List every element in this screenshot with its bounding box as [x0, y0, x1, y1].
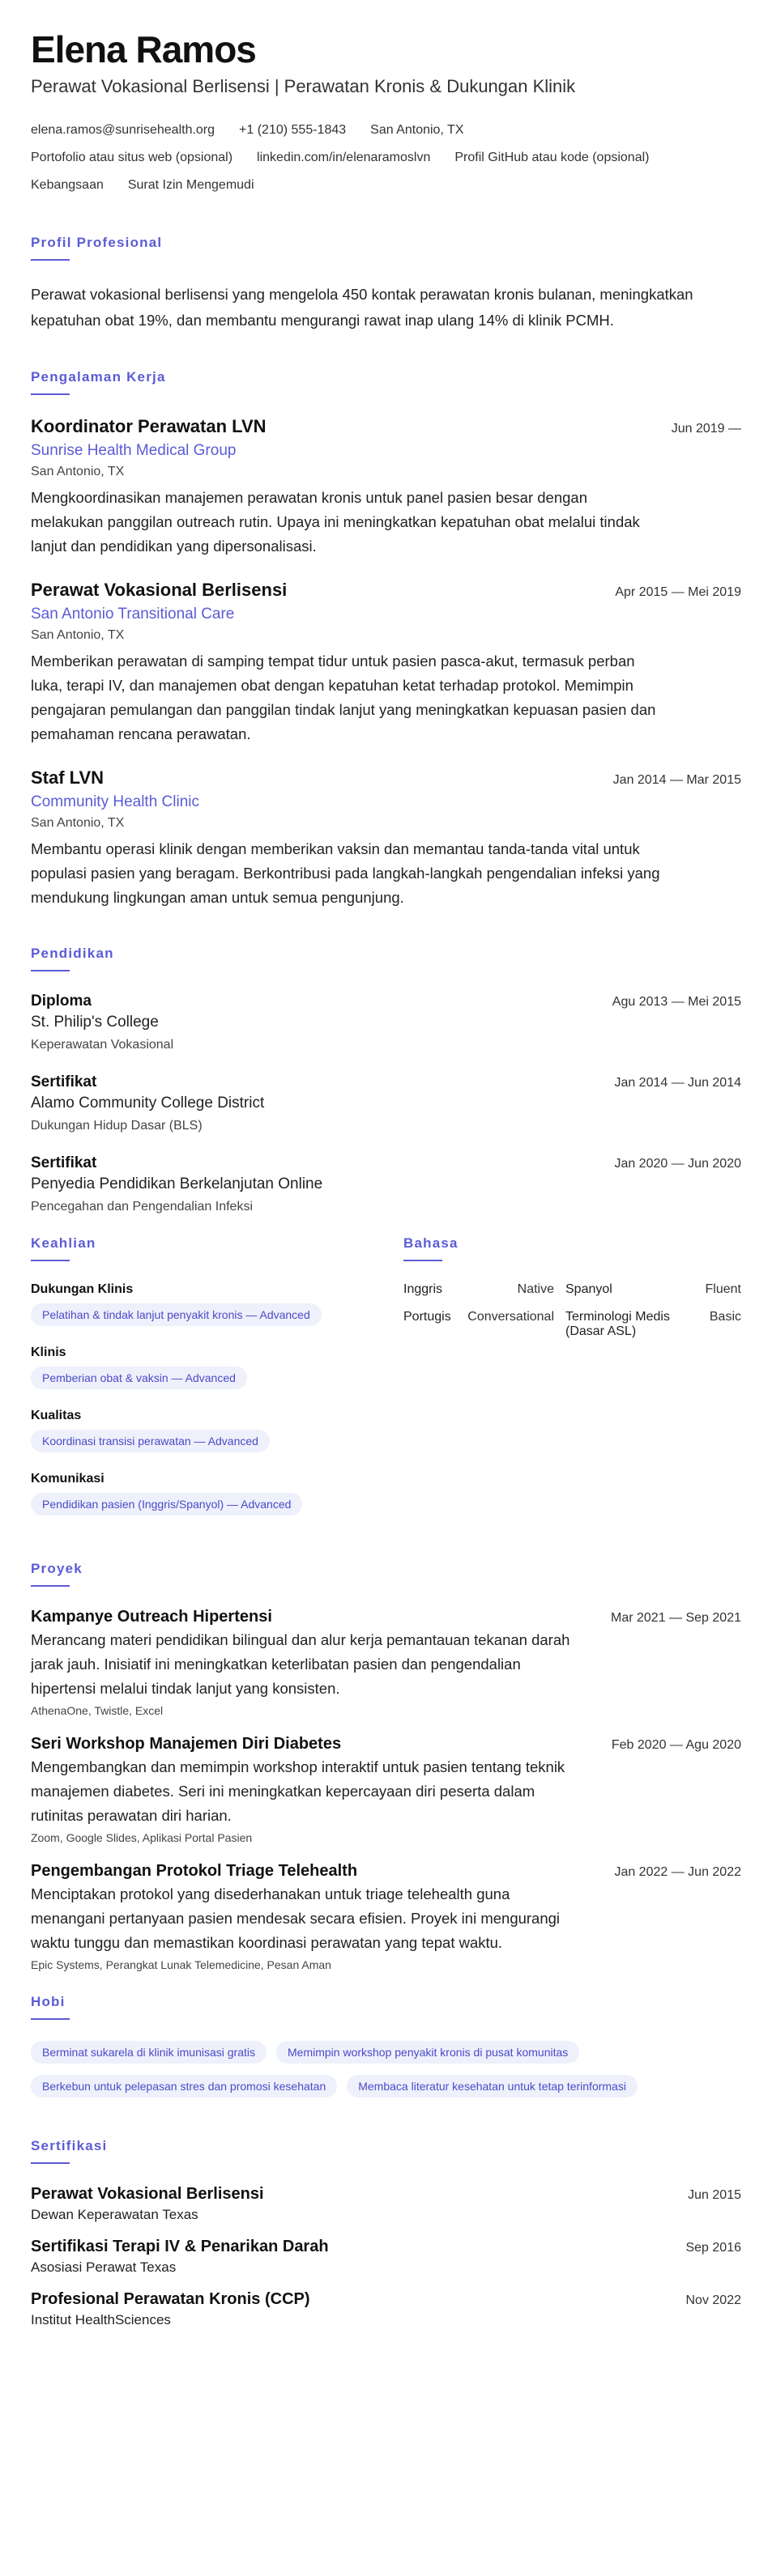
skill-group: [31, 1282, 403, 1333]
contact-location: San Antonio, TX: [370, 123, 464, 137]
section-title: Hobi: [31, 1994, 66, 2009]
language-item: [565, 1282, 741, 1297]
languages-column: [403, 1235, 741, 1535]
skill-chip: Pelatihan & tindak lanjut penyakit kronis — Advanced: [31, 1303, 322, 1326]
language-name: Terminologi Medis (Dasar ASL): [565, 1310, 670, 1338]
section-title: Bahasa: [403, 1235, 459, 1251]
edu-field: Dukungan Hidup Dasar (BLS): [31, 1119, 203, 1133]
skill-chip: Pendidikan pasien (Inggris/Spanyol) — Advanced: [31, 1493, 302, 1515]
section-divider: [31, 2018, 70, 2020]
edu-date: Agu 2013 — Mei 2015: [612, 995, 741, 1009]
certification-item: [31, 2290, 741, 2328]
skill-chip: Koordinasi transisi perawatan — Advanced: [31, 1430, 270, 1452]
cert-name: Sertifikasi Terapi IV & Penarikan Darah: [31, 2238, 329, 2255]
cert-date: Nov 2022: [685, 2293, 741, 2307]
section-divider: [31, 2162, 70, 2164]
skill-category: Kualitas: [31, 1409, 82, 1422]
edu-date: Jan 2014 — Jun 2014: [614, 1076, 741, 1090]
edu-degree: Diploma: [31, 993, 92, 1010]
job-location: San Antonio, TX: [31, 628, 125, 642]
project-description: Mengembangkan dan memimpin workshop interaktif untuk pasien tentang teknik manajemen diabetes. Seri ini meningkatkan kepercayaan diri peserta dalam rutinitas perawatan diri harian.: [31, 1758, 565, 1824]
certifications-section: [31, 2138, 741, 2328]
project-date: Feb 2020 — Agu 2020: [611, 1738, 741, 1752]
education-item: [31, 993, 741, 1052]
hobby-chip: Berminat sukarela di klinik imunisasi gratis: [31, 2041, 267, 2064]
section-divider: [31, 1585, 70, 1587]
projects-section: [31, 1561, 741, 1971]
section-divider: [403, 1260, 442, 1261]
job-title: Staf LVN: [31, 767, 104, 788]
skills-languages-section: [31, 1235, 741, 1535]
language-name: Spanyol: [565, 1282, 612, 1296]
project-title: Kampanye Outreach Hipertensi: [31, 1608, 272, 1626]
job-company: Community Health Clinic: [31, 793, 200, 810]
hobby-chip: Berkebun untuk pelepasan stres dan promosi kesehatan: [31, 2075, 337, 2098]
skill-category: Klinis: [31, 1345, 66, 1359]
cert-issuer: Institut HealthSciences: [31, 2312, 171, 2327]
project-title: Pengembangan Protokol Triage Telehealth: [31, 1862, 358, 1880]
experience-item: [31, 767, 741, 910]
candidate-name: Elena Ramos: [31, 28, 256, 70]
job-title: Koordinator Perawatan LVN: [31, 416, 267, 436]
contact-nationality: Kebangsaan: [31, 178, 104, 192]
job-title: Perawat Vokasional Berlisensi: [31, 580, 288, 600]
hobbies-section: [31, 1994, 741, 2109]
edu-school: Penyedia Pendidikan Berkelanjutan Online: [31, 1175, 323, 1192]
skills-column: [31, 1235, 403, 1535]
edu-school: Alamo Community College District: [31, 1095, 265, 1112]
language-name: Inggris: [403, 1282, 443, 1296]
contact-portfolio[interactable]: Portofolio atau situs web (opsional): [31, 151, 233, 164]
resume-header: [31, 28, 741, 199]
edu-field: Pencegahan dan Pengendalian Infeksi: [31, 1200, 253, 1214]
language-level: Native: [517, 1282, 554, 1296]
education-item: [31, 1154, 741, 1214]
contact-info: [31, 117, 741, 199]
job-date: Apr 2015 — Mei 2019: [615, 585, 741, 599]
job-company: San Antonio Transitional Care: [31, 606, 235, 623]
language-list: [403, 1282, 741, 1339]
project-item: [31, 1608, 741, 1717]
section-divider: [31, 259, 70, 261]
section-title: Profil Profesional: [31, 235, 163, 250]
contact-linkedin[interactable]: linkedin.com/in/elenaramoslvn: [257, 151, 431, 164]
cert-name: Profesional Perawatan Kronis (CCP): [31, 2290, 310, 2308]
cert-date: Sep 2016: [685, 2241, 741, 2255]
profile-summary: Perawat vokasional berlisensi yang mengelola 450 kontak perawatan kronis bulanan, meningkatkan kepatuhan obat 19%, dan membantu mengurangi rawat inap ulang 14% di klinik PCMH.: [31, 286, 693, 329]
skill-chip: Pemberian obat & vaksin — Advanced: [31, 1367, 247, 1389]
experience-section: [31, 369, 741, 910]
education-section: [31, 946, 741, 1214]
section-title: Pendidikan: [31, 946, 114, 961]
skill-group: [31, 1472, 403, 1522]
project-tools: Epic Systems, Perangkat Lunak Telemedicine, Pesan Aman: [31, 1958, 331, 1971]
job-description: Mengkoordinasikan manajemen perawatan kronis untuk panel pasien besar dengan melakukan panggilan outreach rutin. Upaya ini meningkatkan kepatuhan obat melalui tindak lanjut dan pendidikan yang dipersonalisasi.: [31, 489, 640, 555]
section-title: Proyek: [31, 1561, 83, 1576]
section-divider: [31, 1260, 70, 1261]
job-date: Jun 2019 —: [671, 422, 741, 436]
job-description: Memberikan perawatan di samping tempat tidur untuk pasien pasca-akut, termasuk perban luka, terapi IV, dan manajemen obat dengan kepatuhan ketat terhadap protokol. Memimpin pengajaran pemulangan dan panggilan tindak lanjut yang meningkatkan kepuasan pasien dan pemahaman rencana perawatan.: [31, 653, 656, 742]
contact-phone[interactable]: +1 (210) 555-1843: [239, 123, 347, 137]
candidate-headline: Perawat Vokasional Berlisensi | Perawatan Kronis & Dukungan Klinik: [31, 76, 576, 96]
hobby-chip: Membaca literatur kesehatan untuk tetap terinformasi: [347, 2075, 638, 2098]
project-description: Menciptakan protokol yang disederhanakan untuk triage telehealth guna menangani pertanyaan pasien mendesak secara efisien. Proyek ini mengurangi waktu tunggu dan memastikan koordinasi perawatan yang tepat waktu.: [31, 1885, 561, 1951]
edu-degree: Sertifikat: [31, 1073, 97, 1090]
section-title: Sertifikasi: [31, 2138, 108, 2153]
skill-group: [31, 1409, 403, 1459]
job-description: Membantu operasi klinik dengan memberikan vaksin dan memantau tanda-tanda vital untuk populasi pasien yang beragam. Berkontribusi pada langkah-langkah pengendalian infeksi yang mendukung lingkungan aman untuk semua pengunjung.: [31, 840, 660, 906]
contact-github[interactable]: Profil GitHub atau kode (opsional): [454, 151, 650, 164]
skill-category: Dukungan Klinis: [31, 1282, 134, 1296]
language-item: [565, 1310, 741, 1339]
edu-field: Keperawatan Vokasional: [31, 1038, 174, 1052]
cert-date: Jun 2015: [688, 2188, 741, 2202]
language-item: [403, 1310, 565, 1339]
skill-category: Komunikasi: [31, 1472, 104, 1486]
profile-section: [31, 235, 741, 334]
contact-driving-license: Surat Izin Mengemudi: [127, 178, 254, 192]
section-divider: [31, 393, 70, 395]
job-company: Sunrise Health Medical Group: [31, 442, 237, 459]
education-item: [31, 1073, 741, 1133]
experience-item: [31, 416, 741, 559]
skill-group: [31, 1345, 403, 1396]
project-title: Seri Workshop Manajemen Diri Diabetes: [31, 1735, 342, 1753]
language-level: Conversational: [467, 1310, 554, 1324]
hobby-list: [31, 2041, 727, 2109]
cert-name: Perawat Vokasional Berlisensi: [31, 2185, 264, 2203]
project-tools: Zoom, Google Slides, Aplikasi Portal Pasien: [31, 1831, 253, 1844]
certification-item: [31, 2185, 741, 2223]
cert-issuer: Dewan Keperawatan Texas: [31, 2207, 198, 2222]
section-divider: [31, 970, 70, 971]
cert-issuer: Asosiasi Perawat Texas: [31, 2259, 177, 2275]
project-description: Merancang materi pendidikan bilingual dan alur kerja pemantauan tekanan darah jarak jauh. Inisiatif ini meningkatkan keterlibatan pasien dan pengendalian hipertensi melalui tindak lanjut yang konsisten.: [31, 1631, 570, 1697]
hobby-chip: Memimpin workshop penyakit kronis di pusat komunitas: [276, 2041, 579, 2064]
project-item: [31, 1862, 741, 1971]
edu-date: Jan 2020 — Jun 2020: [614, 1157, 741, 1171]
certification-item: [31, 2238, 741, 2276]
project-date: Jan 2022 — Jun 2022: [614, 1865, 741, 1879]
project-date: Mar 2021 — Sep 2021: [611, 1611, 741, 1625]
job-location: San Antonio, TX: [31, 816, 125, 830]
language-name: Portugis: [403, 1310, 451, 1324]
experience-item: [31, 580, 741, 746]
job-date: Jan 2014 — Mar 2015: [612, 773, 741, 787]
section-title: Keahlian: [31, 1235, 96, 1251]
language-item: [403, 1282, 565, 1297]
job-location: San Antonio, TX: [31, 465, 125, 478]
edu-degree: Sertifikat: [31, 1154, 97, 1171]
language-level: Basic: [709, 1310, 741, 1324]
section-title: Pengalaman Kerja: [31, 369, 166, 385]
language-level: Fluent: [705, 1282, 741, 1296]
edu-school: St. Philip's College: [31, 1014, 159, 1031]
contact-email[interactable]: elena.ramos@sunrisehealth.org: [31, 123, 215, 137]
project-tools: AthenaOne, Twistle, Excel: [31, 1704, 164, 1717]
project-item: [31, 1735, 741, 1844]
